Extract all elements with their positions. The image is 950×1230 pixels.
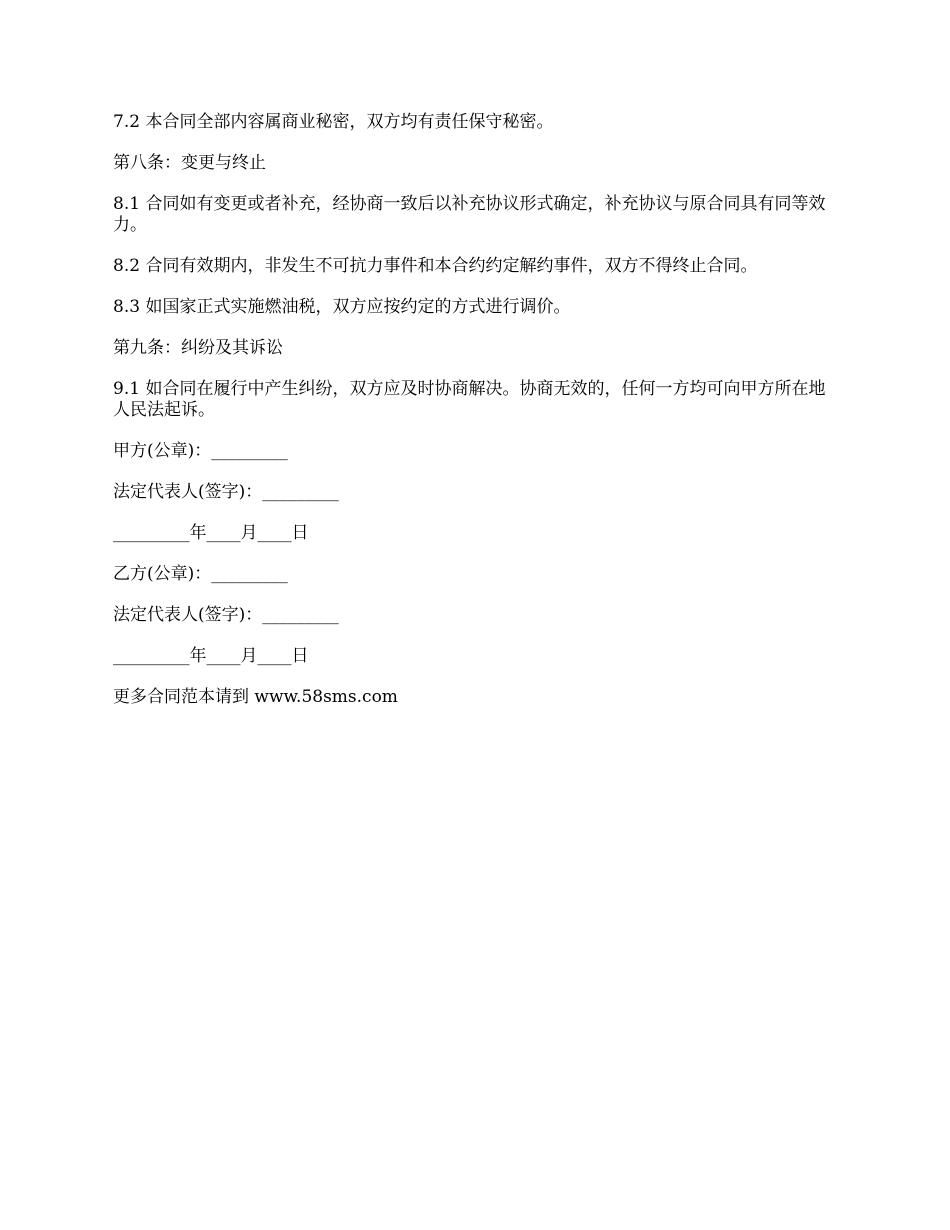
party-a-seal-line: 甲方(公章)：_________ [113, 441, 288, 461]
clause-9-1: 9.1 如合同在履行中产生纠纷，双方应及时协商解决。协商无效的，任何一方均可向甲方所在地人民法起诉。 [113, 379, 826, 420]
article-8-heading: 第八条：变更与终止 [113, 153, 266, 173]
party-b-date-line: _________年____月____日 [113, 646, 309, 666]
party-a-representative-line: 法定代表人(签字)：_________ [113, 482, 339, 502]
footer-more-templates: 更多合同范本请到 www.58sms.com [113, 687, 398, 707]
party-a-date-line: _________年____月____日 [113, 523, 309, 543]
clause-7-2: 7.2 本合同全部内容属商业秘密，双方均有责任保守秘密。 [113, 112, 554, 132]
party-b-seal-line: 乙方(公章)：_________ [113, 564, 288, 584]
clause-8-2: 8.2 合同有效期内，非发生不可抗力事件和本合约约定解约事件，双方不得终止合同。 [113, 256, 758, 276]
clause-8-3: 8.3 如国家正式实施燃油税，双方应按约定的方式进行调价。 [113, 297, 571, 317]
article-9-heading: 第九条：纠纷及其诉讼 [113, 338, 283, 358]
document-body [113, 112, 833, 728]
party-b-representative-line: 法定代表人(签字)：_________ [113, 605, 339, 625]
clause-8-1: 8.1 合同如有变更或者补充，经协商一致后以补充协议形式确定，补充协议与原合同具有同等效力。 [113, 194, 826, 235]
